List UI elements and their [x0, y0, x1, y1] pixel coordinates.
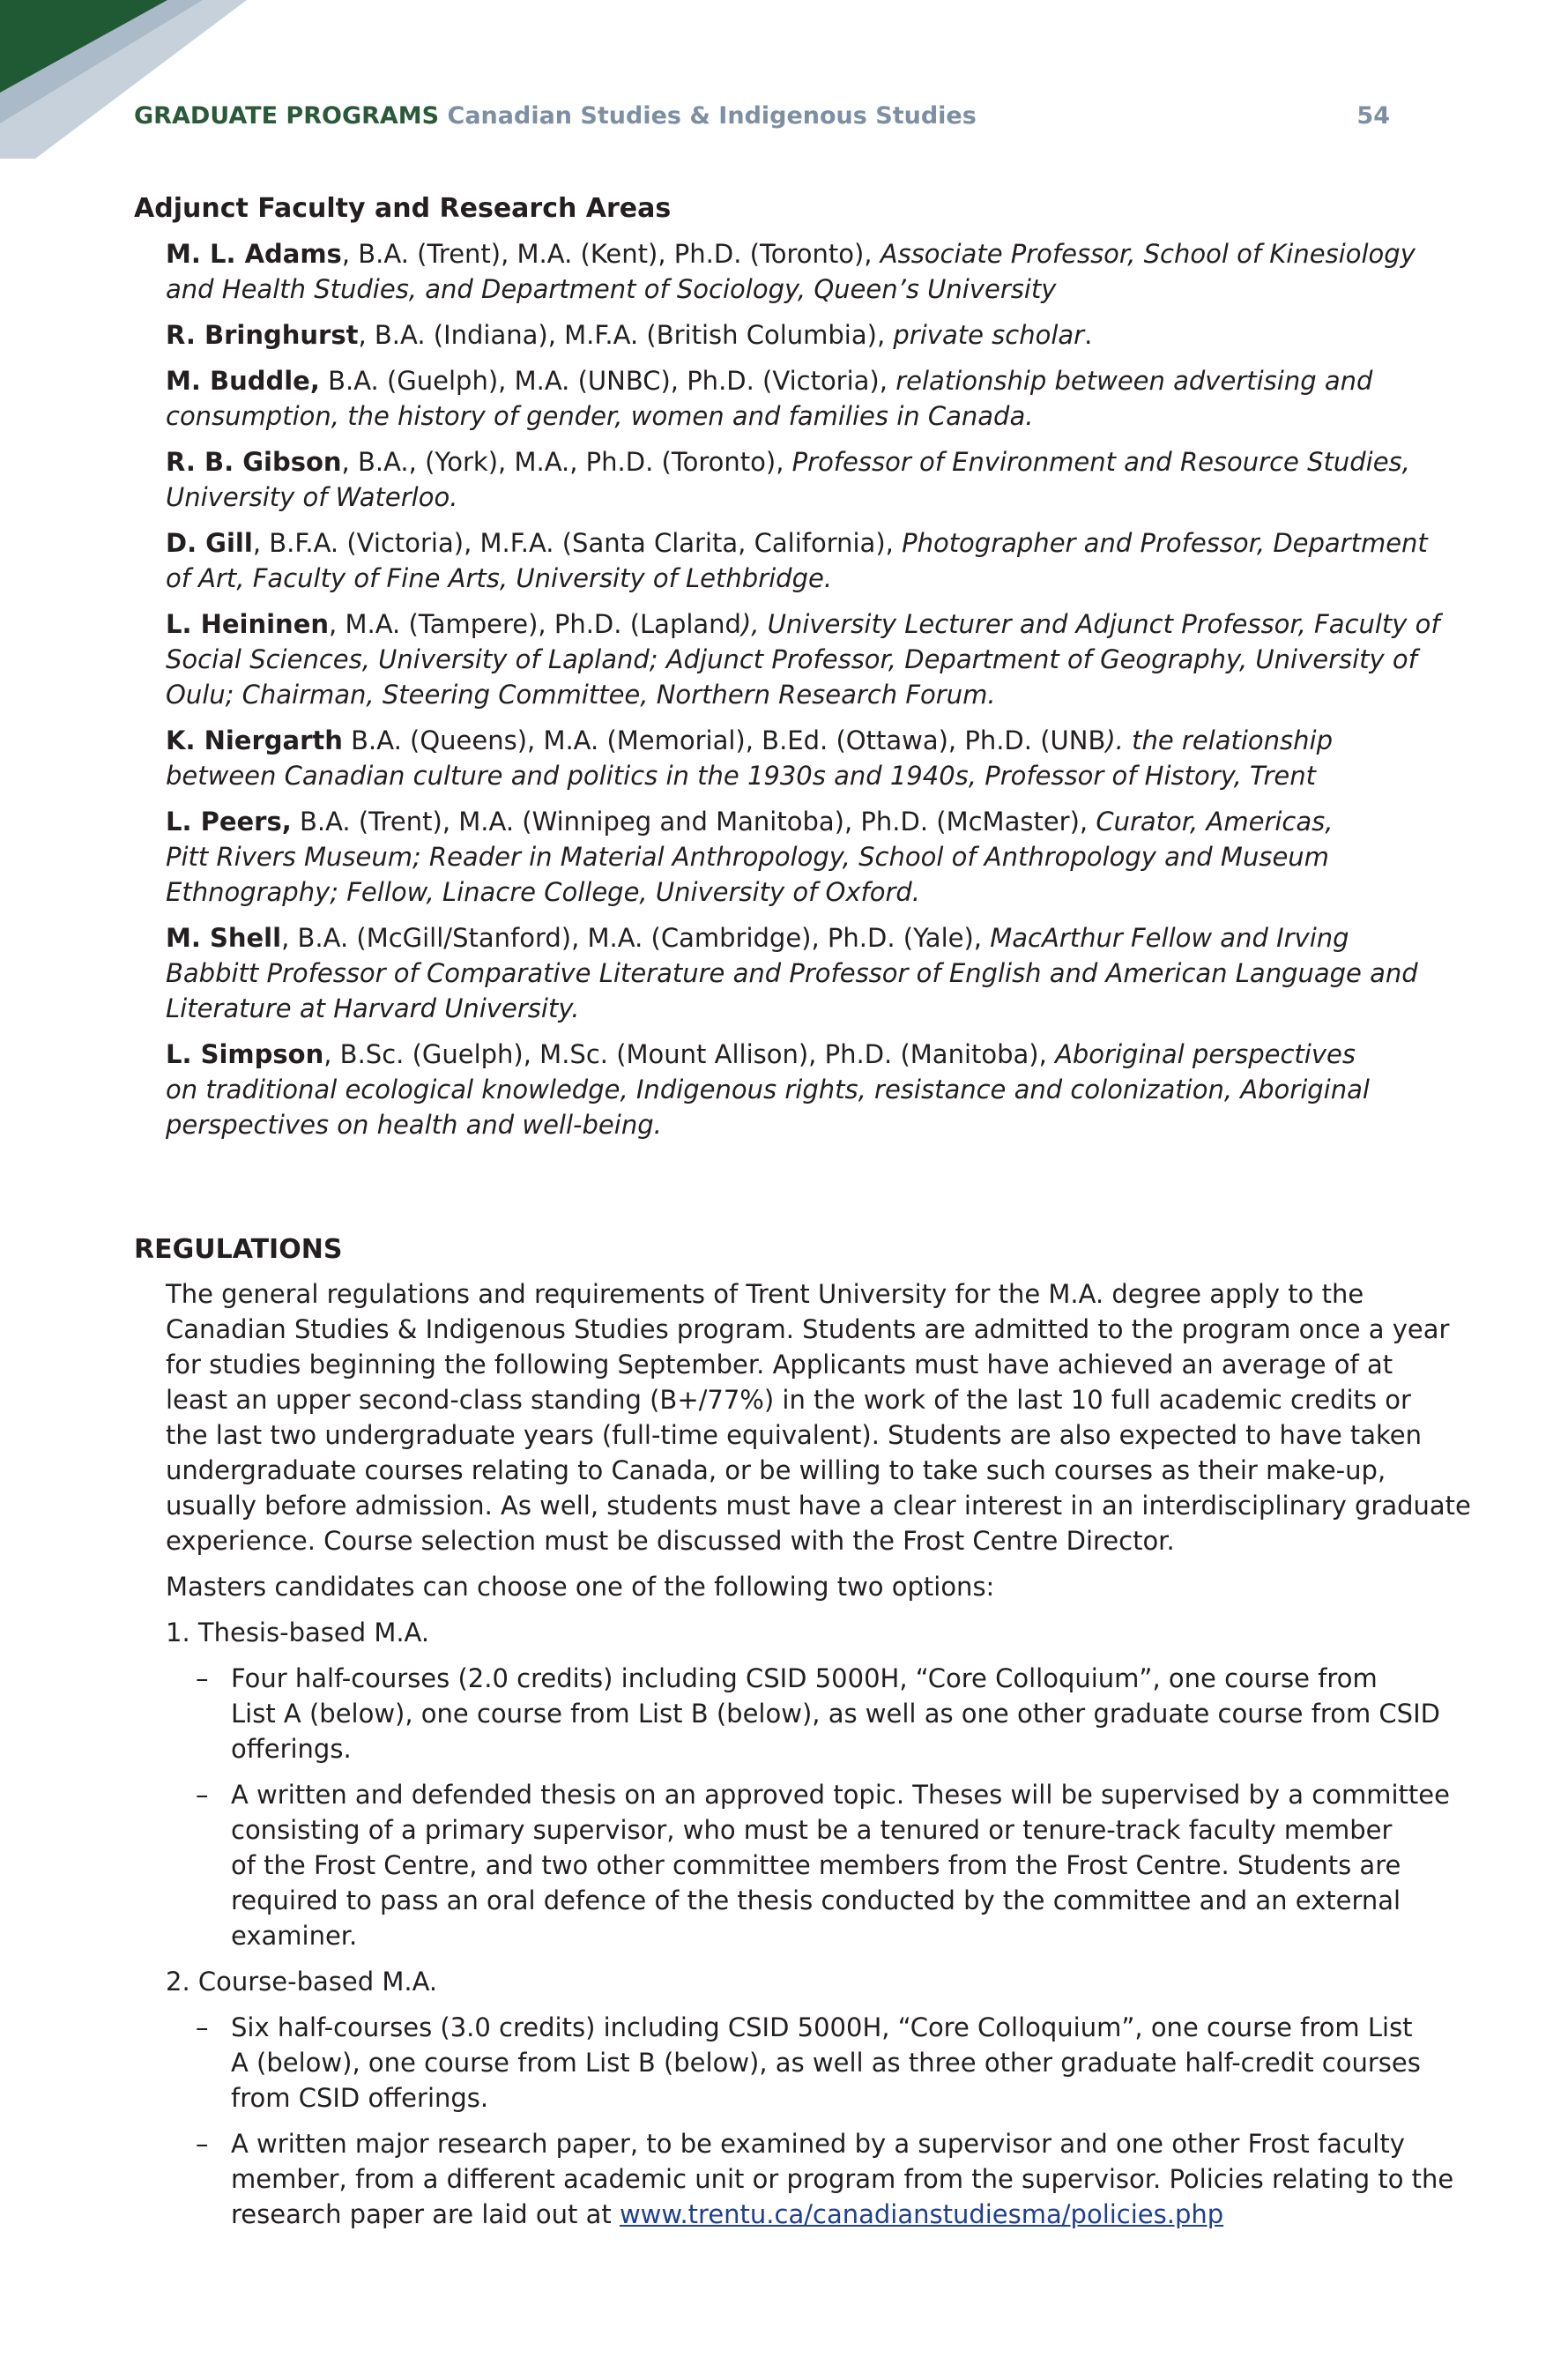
option-item-line — [231, 2197, 1435, 2232]
faculty-research: Curator, Americas, — [1096, 807, 1334, 837]
faculty-line — [166, 839, 1435, 874]
faculty-line — [166, 236, 1435, 271]
faculty-name: L. Simpson — [166, 1039, 324, 1069]
faculty-line — [166, 677, 1435, 712]
option-item — [166, 1661, 1440, 1766]
faculty-line — [166, 1037, 1435, 1072]
option-item-line: A written and defended thesis on an approved topic. Theses will be supervised by a committee — [231, 1780, 1450, 1810]
faculty-entry — [166, 236, 1435, 307]
faculty-entry — [166, 606, 1440, 712]
faculty-entry — [166, 525, 1435, 596]
option-item — [166, 1777, 1450, 1953]
faculty-research: Photographer and Professor, Department — [902, 528, 1428, 558]
policies-link[interactable]: www.trentu.ca/canadianstudiesma/policies.php — [619, 2199, 1224, 2229]
faculty-line — [166, 317, 1435, 353]
regulations-body — [166, 1276, 1471, 2242]
faculty-line-end: . — [1084, 320, 1093, 350]
option-item-line: consisting of a primary supervisor, who must be a tenured or tenure-track faculty member — [231, 1815, 1393, 1845]
faculty-name: M. Buddle, — [166, 366, 320, 396]
faculty-research: perspectives on health and well-being. — [166, 1110, 662, 1140]
faculty-line — [166, 1107, 1435, 1142]
corner-decoration — [0, 0, 247, 159]
faculty-research: Babbitt Professor of Comparative Literature and Professor of English and American Language and — [166, 958, 1418, 988]
intro-line: The general regulations and requirements of Trent University for the M.A. degree apply to the — [166, 1279, 1364, 1309]
faculty-research: MacArthur Fellow and Irving — [990, 923, 1349, 953]
faculty-credentials: B.A. (Trent), M.A. (Winnipeg and Manitoba), Ph.D. (McMaster), — [291, 807, 1096, 837]
faculty-research: Social Sciences, University of Lapland; Adjunct Professor, Department of Geography, University of — [166, 644, 1417, 674]
option-item-line: Six half-courses (3.0 credits) including CSID 5000H, “Core Colloquium”, one course from List — [231, 2012, 1413, 2042]
faculty-line — [166, 874, 1435, 910]
faculty-research: on traditional ecological knowledge, Indigenous rights, resistance and colonization, Aboriginal — [166, 1075, 1370, 1104]
option-1-label: 1. Thesis-based M.A. — [166, 1618, 430, 1647]
option-item — [166, 2126, 1454, 2232]
faculty-research: University of Waterloo. — [166, 482, 458, 512]
options-intro: Masters candidates can choose one of the following two options: — [166, 1572, 995, 1602]
option-item-line: examiner. — [231, 1921, 358, 1951]
faculty-credentials: , B.A. (McGill/Stanford), M.A. (Cambridge), Ph.D. (Yale), — [281, 923, 991, 953]
faculty-entry — [166, 1037, 1435, 1142]
dash-bullet: – — [196, 2012, 209, 2042]
faculty-research: relationship between advertising and — [895, 366, 1373, 396]
faculty-research: ), University Lecturer and Adjunct Professor, Faculty of — [740, 609, 1440, 639]
intro-line: the last two undergraduate years (full-time equivalent). Students are also expected to have taken — [166, 1420, 1423, 1450]
faculty-line — [166, 561, 1435, 596]
faculty-line — [166, 920, 1435, 956]
faculty-line — [166, 363, 1435, 398]
faculty-research: Literature at Harvard University. — [166, 993, 580, 1023]
faculty-credentials: , B.A. (Trent), M.A. (Kent), Ph.D. (Toronto), — [341, 239, 881, 269]
faculty-research: ). the relationship — [1105, 725, 1334, 755]
faculty-research: Ethnography; Fellow, Linacre College, University of Oxford. — [166, 877, 921, 907]
faculty-line — [166, 956, 1435, 991]
faculty-research: Pitt Rivers Museum; Reader in Material Anthropology, School of Anthropology and Museum — [166, 842, 1329, 872]
option-item — [166, 2010, 1435, 2116]
faculty-line — [166, 758, 1435, 793]
dash-bullet: – — [196, 1780, 209, 1810]
faculty-line — [166, 444, 1435, 480]
header-section: GRADUATE PROGRAMS — [134, 102, 440, 130]
faculty-research: and Health Studies, and Department of Sociology, Queen’s University — [166, 274, 1057, 304]
faculty-research: Oulu; Chairman, Steering Committee, Northern Research Forum. — [166, 680, 996, 710]
page-number: 54 — [1356, 102, 1390, 130]
intro-line: experience. Course selection must be discussed with the Frost Centre Director. — [166, 1526, 1175, 1556]
option-item-line: A written major research paper, to be examined by a supervisor and one other Frost faculty — [231, 2129, 1405, 2159]
regulations-heading: REGULATIONS — [134, 1234, 343, 1265]
faculty-list — [166, 236, 1440, 1153]
option-item-line: member, from a different academic unit or program from the supervisor. Policies relating to the — [231, 2164, 1454, 2194]
faculty-credentials: , B.F.A. (Victoria), M.F.A. (Santa Clarita, California), — [252, 528, 903, 558]
faculty-entry — [166, 920, 1435, 1026]
faculty-heading: Adjunct Faculty and Research Areas — [134, 193, 672, 224]
faculty-credentials: , B.A. (Indiana), M.F.A. (British Columbia), — [358, 320, 894, 350]
faculty-entry — [166, 317, 1435, 353]
faculty-name: L. Peers, — [166, 807, 292, 837]
faculty-line — [166, 1072, 1435, 1107]
faculty-name: L. Heininen — [166, 609, 330, 639]
option-item-line: offerings. — [231, 1734, 352, 1764]
faculty-research: of Art, Faculty of Fine Arts, University of Lethbridge. — [166, 563, 833, 593]
option-item-line: required to pass an oral defence of the thesis conducted by the committee and an external — [231, 1885, 1401, 1915]
faculty-line — [166, 991, 1435, 1026]
header-title: Canadian Studies & Indigenous Studies — [447, 102, 977, 130]
dash-bullet: – — [196, 2129, 209, 2159]
faculty-line — [166, 480, 1435, 515]
regulations-intro — [166, 1276, 1471, 1558]
faculty-name: K. Niergarth — [166, 725, 343, 755]
dash-bullet: – — [196, 1663, 209, 1693]
faculty-entry — [166, 723, 1435, 793]
faculty-credentials: , B.A., (York), M.A., Ph.D. (Toronto), — [341, 447, 792, 477]
faculty-research: private scholar — [893, 320, 1085, 350]
faculty-research: consumption, the history of gender, women and families in Canada. — [166, 401, 1034, 431]
option-item-line: A (below), one course from List B (below), as well as three other graduate half-credit courses — [231, 2048, 1421, 2078]
faculty-name: R. B. Gibson — [166, 447, 342, 477]
intro-line: undergraduate courses relating to Canada, or be willing to take such courses as their make-up, — [166, 1455, 1386, 1485]
intro-line: usually before admission. As well, students must have a clear interest in an interdisciplinary graduate — [166, 1491, 1471, 1521]
faculty-name: D. Gill — [166, 528, 253, 558]
link-prefix: research paper are laid out at — [231, 2199, 620, 2229]
faculty-name: M. L. Adams — [166, 239, 342, 269]
option-item-line: from CSID offerings. — [231, 2083, 489, 2113]
faculty-line — [166, 398, 1435, 434]
option-item-line: List A (below), one course from List B (below), as well as one other graduate course from CSID — [231, 1699, 1440, 1729]
option-item-line: Four half-courses (2.0 credits) including CSID 5000H, “Core Colloquium”, one course from — [231, 1663, 1378, 1693]
faculty-credentials: , M.A. (Tampere), Ph.D. (Lapland — [329, 609, 741, 639]
faculty-research: Associate Professor, School of Kinesiology — [880, 239, 1416, 269]
faculty-entry — [166, 363, 1435, 434]
intro-line: least an upper second-class standing (B+/77%) in the work of the last 10 full academic credits or — [166, 1385, 1411, 1415]
faculty-line — [166, 606, 1440, 642]
faculty-line — [166, 804, 1435, 839]
faculty-credentials: , B.Sc. (Guelph), M.Sc. (Mount Allison), Ph.D. (Manitoba), — [323, 1039, 1056, 1069]
faculty-credentials: B.A. (Queens), M.A. (Memorial), B.Ed. (Ottawa), Ph.D. (UNB — [342, 725, 1106, 755]
faculty-line — [166, 723, 1435, 758]
option-2-label: 2. Course-based M.A. — [166, 1967, 438, 1997]
intro-line: Canadian Studies & Indigenous Studies program. Students are admitted to the program once a year — [166, 1314, 1450, 1344]
faculty-entry — [166, 444, 1435, 515]
faculty-name: M. Shell — [166, 923, 282, 953]
running-header — [134, 100, 1390, 132]
faculty-credentials: B.A. (Guelph), M.A. (UNBC), Ph.D. (Victoria), — [319, 366, 896, 396]
faculty-name: R. Bringhurst — [166, 320, 359, 350]
faculty-research: Aboriginal perspectives — [1055, 1039, 1356, 1069]
faculty-research: Professor of Environment and Resource Studies, — [791, 447, 1410, 477]
faculty-line — [166, 525, 1435, 561]
option-item-line: of the Frost Centre, and two other committee members from the Frost Centre. Students are — [231, 1850, 1401, 1880]
faculty-line — [166, 271, 1435, 307]
faculty-research: between Canadian culture and politics in the 1930s and 1940s, Professor of History, Trent — [166, 761, 1317, 791]
faculty-entry — [166, 804, 1435, 910]
faculty-line — [166, 642, 1435, 677]
intro-line: for studies beginning the following September. Applicants must have achieved an average of at — [166, 1350, 1393, 1380]
